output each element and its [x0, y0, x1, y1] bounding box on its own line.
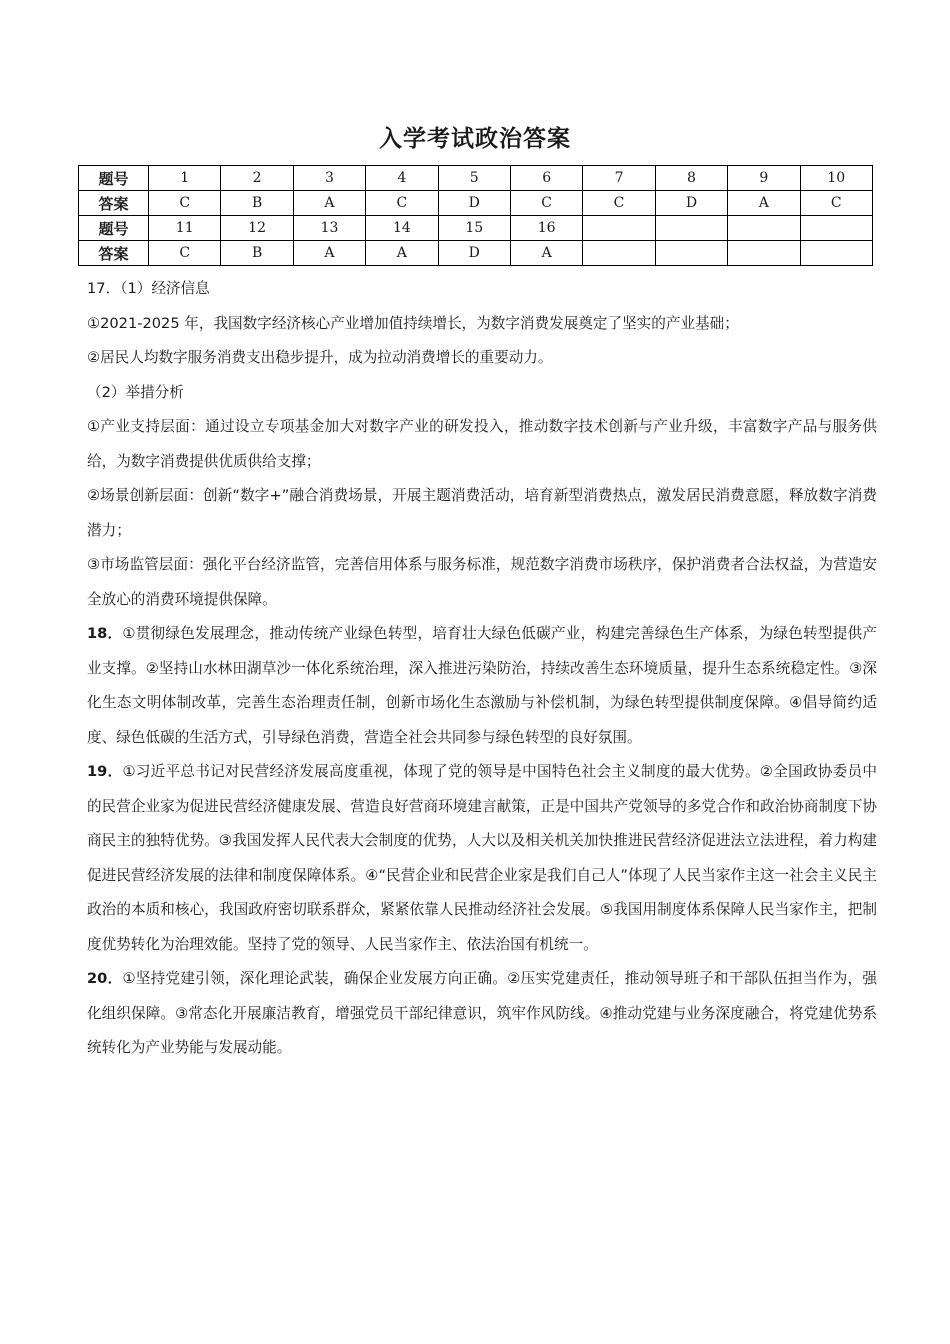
row-header: 答案 [79, 191, 149, 216]
q18-number: 18． [87, 625, 123, 642]
q17-subheading: （2）举措分析 [87, 383, 184, 401]
table-cell: 2 [221, 166, 293, 191]
q17-point-2: ②居民人均数字服务消费支出稳步提升，成为拉动消费增长的重要动力。 [87, 349, 553, 366]
table-cell: C [583, 191, 655, 216]
table-cell [728, 241, 800, 266]
table-cell [583, 241, 655, 266]
table-row [79, 241, 873, 266]
table-cell: C [149, 241, 221, 266]
table-cell: 9 [728, 166, 800, 191]
q19-answer [87, 755, 877, 962]
table-cell [583, 216, 655, 241]
table-cell: A [293, 241, 365, 266]
table-cell [655, 241, 727, 266]
q17-point-1: ①2021-2025 年，我国数字经济核心产业增加值持续增长，为数字消费发展奠定了坚实的产业基础； [87, 314, 739, 332]
row-header: 答案 [79, 241, 149, 266]
table-cell: 11 [149, 216, 221, 241]
q19-text: ①习近平总书记对民营经济发展高度重视，体现了党的领导是中国特色社会主义制度的最大优势。②全国政协委员中的民营企业家为促进民营经济健康发展、营造良好营商环境建言献策，正是中国共产党领导的多党合作和政治协商制度下协商民主的独特优势。③我国发挥人民代表大会制度的优势，人大以及相关机关加快推进民营经济促进法立法进程，着力构建促进民营经济发展的法律和制度保障体系。④“民营企业和民营企业家是我们自己人”体现了人民当家作主这一社会主义民主政治的本质和核心，我国政府密切联系群众，紧紧依靠人民推动经济社会发展。⑤我国用制度体系保障人民当家作主，把制度优势转化为治理效能。坚持了党的领导、人民当家作主、依法治国有机统一。 [87, 763, 877, 953]
table-cell: B [221, 241, 293, 266]
table-cell: 5 [438, 166, 510, 191]
table-cell: 3 [293, 166, 365, 191]
q19-number: 19． [87, 763, 123, 780]
table-cell: 6 [510, 166, 582, 191]
table-cell: 7 [583, 166, 655, 191]
table-cell: 1 [149, 166, 221, 191]
table-row [79, 166, 873, 191]
table-cell [728, 216, 800, 241]
table-cell [655, 216, 727, 241]
table-cell: C [149, 191, 221, 216]
answer-content [87, 272, 877, 1066]
q17-measure-1: ①产业支持层面：通过设立专项基金加大对数字产业的研发投入，推动数字技术创新与产业升级，丰富数字产品与服务供给，为数字消费提供优质供给支撑； [87, 418, 877, 470]
table-cell: 14 [366, 216, 438, 241]
q17-label: 17．（1）经济信息 [87, 280, 210, 297]
q17-measure-2: ②场景创新层面：创新“数字+”融合消费场景，开展主题消费活动，培育新型消费热点，激发居民消费意愿，释放数字消费潜力； [87, 487, 877, 539]
table-cell: D [655, 191, 727, 216]
table-cell: 15 [438, 216, 510, 241]
table-cell [800, 216, 872, 241]
table-cell: C [510, 191, 582, 216]
answer-table [78, 165, 873, 266]
table-cell: 16 [510, 216, 582, 241]
table-cell [800, 241, 872, 266]
row-header: 题号 [79, 166, 149, 191]
table-cell: B [221, 191, 293, 216]
q17-measure-3: ③市场监管层面：强化平台经济监管，完善信用体系与服务标准，规范数字消费市场秩序，保护消费者合法权益，为营造安全放心的消费环境提供保障。 [87, 556, 877, 608]
q20-text: ①坚持党建引领，深化理论武装，确保企业发展方向正确。②压实党建责任，推动领导班子和干部队伍担当作为，强化组织保障。③常态化开展廉洁教育，增强党员干部纪律意识，筑牢作风防线。④推动党建与业务深度融合，将党建优势系统转化为产业势能与发展动能。 [87, 970, 877, 1056]
table-cell: A [293, 191, 365, 216]
table-cell: A [510, 241, 582, 266]
page-title: 入学考试政治答案 [379, 126, 571, 152]
q20-number: 20． [87, 970, 123, 987]
table-cell: D [438, 191, 510, 216]
table-cell: 13 [293, 216, 365, 241]
table-cell: 4 [366, 166, 438, 191]
table-cell: D [438, 241, 510, 266]
table-row [79, 216, 873, 241]
table-cell: C [800, 191, 872, 216]
q18-text: ①贯彻绿色发展理念，推动传统产业绿色转型，培育壮大绿色低碳产业，构建完善绿色生产体系，为绿色转型提供产业支撑。②坚持山水林田湖草沙一体化系统治理，深入推进污染防治，持续改善生态环境质量，提升生态系统稳定性。③深化生态文明体制改革，完善生态治理责任制，创新市场化生态激励与补偿机制，为绿色转型提供制度保障。④倡导简约适度、绿色低碳的生活方式，引导绿色消费，营造全社会共同参与绿色转型的良好氛围。 [87, 625, 878, 746]
row-header: 题号 [79, 216, 149, 241]
q18-answer [87, 617, 877, 755]
table-cell: 8 [655, 166, 727, 191]
table-cell: A [366, 241, 438, 266]
table-cell: A [728, 191, 800, 216]
table-cell: C [366, 191, 438, 216]
table-cell: 12 [221, 216, 293, 241]
table-cell: 10 [800, 166, 872, 191]
q20-answer [87, 962, 877, 1066]
table-row [79, 191, 873, 216]
